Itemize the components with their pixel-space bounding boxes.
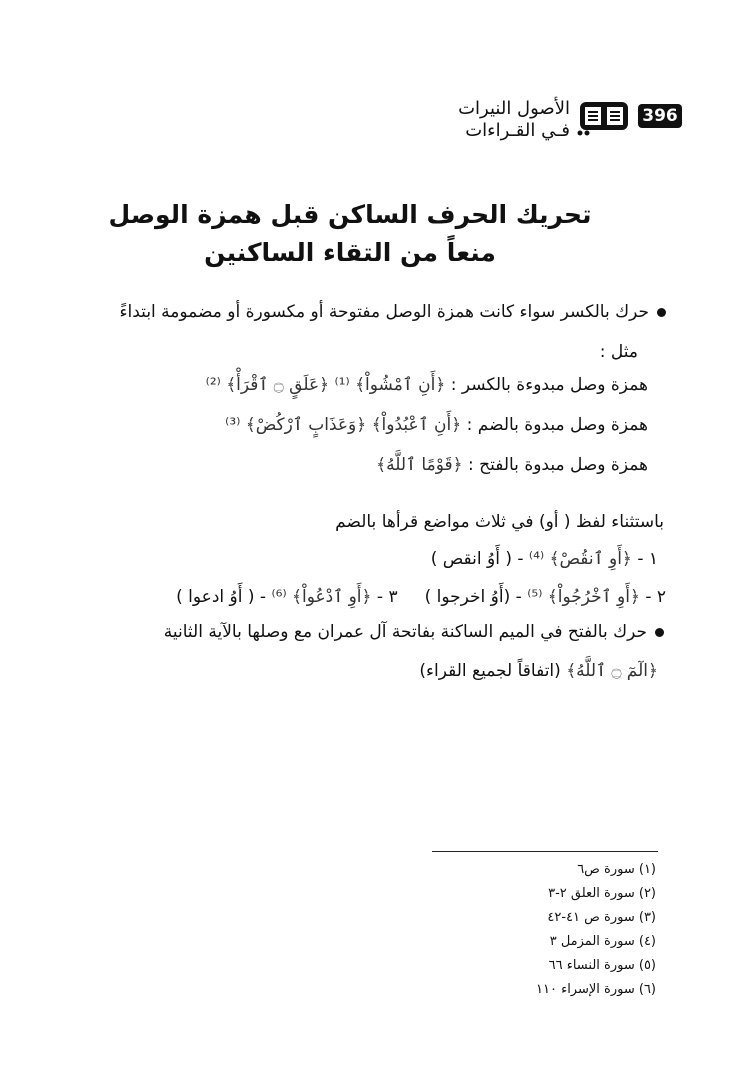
page-subtitle: منعاً من التقاء الساكنين	[204, 238, 496, 267]
exception-1	[431, 548, 658, 569]
page-number: 396	[638, 104, 682, 128]
bullet-icon	[657, 308, 666, 317]
page-title: تحريك الحرف الساكن قبل همزة الوصل	[108, 200, 592, 229]
footnote-4: (٤) سورة المزمل ٣	[549, 934, 656, 949]
example-kasr	[206, 374, 648, 395]
examples-label: مثل :	[599, 342, 638, 362]
footnote-2: (٢) سورة العلق ٢-٣	[548, 886, 656, 901]
example-kasr-verse: ﴿أَنِ ٱمْشُواْ﴾ ⁽¹⁾ ﴿عَلَقٍ ۝ ٱقْرَأْ﴾ ⁽²⁾	[205, 375, 446, 395]
example-damm-verse: ﴿أَنِ ٱعْبُدُواْ﴾ ﴿وَعَذَابٍ ٱرْكُضْ﴾ ⁽³⁾	[225, 415, 462, 435]
exception-intro: باستثناء لفظ ( أو) في ثلاث مواضع قرأها بالضم	[335, 512, 664, 532]
rule-2-verse: ﴿الٓمٓ ۝ ٱللَّهُ﴾	[566, 661, 658, 681]
exception-2-verse: ﴿أَوِ ٱخْرُجُواْ﴾ ⁽⁵⁾	[527, 587, 640, 607]
bullet-icon	[655, 628, 664, 637]
exception-1-reading: - ( أَوُ انقص )	[430, 549, 524, 569]
book-title	[430, 98, 570, 142]
exception-2-num: ٢ -	[645, 587, 666, 607]
exception-2-3	[176, 586, 666, 607]
example-fath-label: همزة وصل مبدوة بالفتح :	[467, 455, 648, 475]
book-title-line2: فـي القـراءات	[465, 120, 570, 141]
example-kasr-label: همزة وصل مبدوءة بالكسر :	[450, 375, 648, 395]
exception-1-verse: ﴿أَوِ ٱنقُصْ﴾ ⁽⁴⁾	[528, 549, 632, 569]
rule-2-note: (اتفاقاً لجميع القراء)	[419, 661, 561, 681]
book-title-line1: الأصول النيرات	[458, 98, 570, 119]
book-logo-icon	[576, 100, 632, 136]
footnote-6: (٦) سورة الإسراء ١١٠	[536, 982, 656, 997]
footnote-1: (١) سورة ص٦	[577, 862, 656, 877]
exception-3-reading: - ( أَوُ ادعوا )	[176, 587, 267, 607]
rule-2-example	[419, 660, 658, 681]
exception-2-reading: - (أَوُ اخرجوا )	[424, 587, 522, 607]
rule-1-text: حرك بالكسر سواء كانت همزة الوصل مفتوحة أو مكسورة أو مضمومة ابتداءً	[119, 302, 649, 322]
rule-2-text: حرك بالفتح في الميم الساكنة بفاتحة آل عمران مع وصلها بالآية الثانية	[163, 622, 647, 642]
example-damm-label: همزة وصل مبدوة بالضم :	[466, 415, 648, 435]
example-fath	[376, 454, 648, 475]
footnote-divider	[432, 851, 658, 852]
footnote-3: (٣) سورة ص ٤١-٤٢	[547, 910, 656, 925]
example-damm	[225, 414, 648, 435]
exception-1-num: ١ -	[637, 549, 658, 569]
footnote-5: (٥) سورة النساء ٦٦	[548, 958, 656, 973]
exception-3-num: ٣ -	[376, 587, 398, 607]
rule-2	[164, 622, 664, 642]
example-fath-verse: ﴿قَوْمًا ٱللَّهُ﴾	[376, 455, 463, 475]
rule-1	[120, 302, 666, 322]
exception-3-verse: ﴿أَوِ ٱدْعُواْ﴾ ⁽⁶⁾	[271, 587, 372, 607]
